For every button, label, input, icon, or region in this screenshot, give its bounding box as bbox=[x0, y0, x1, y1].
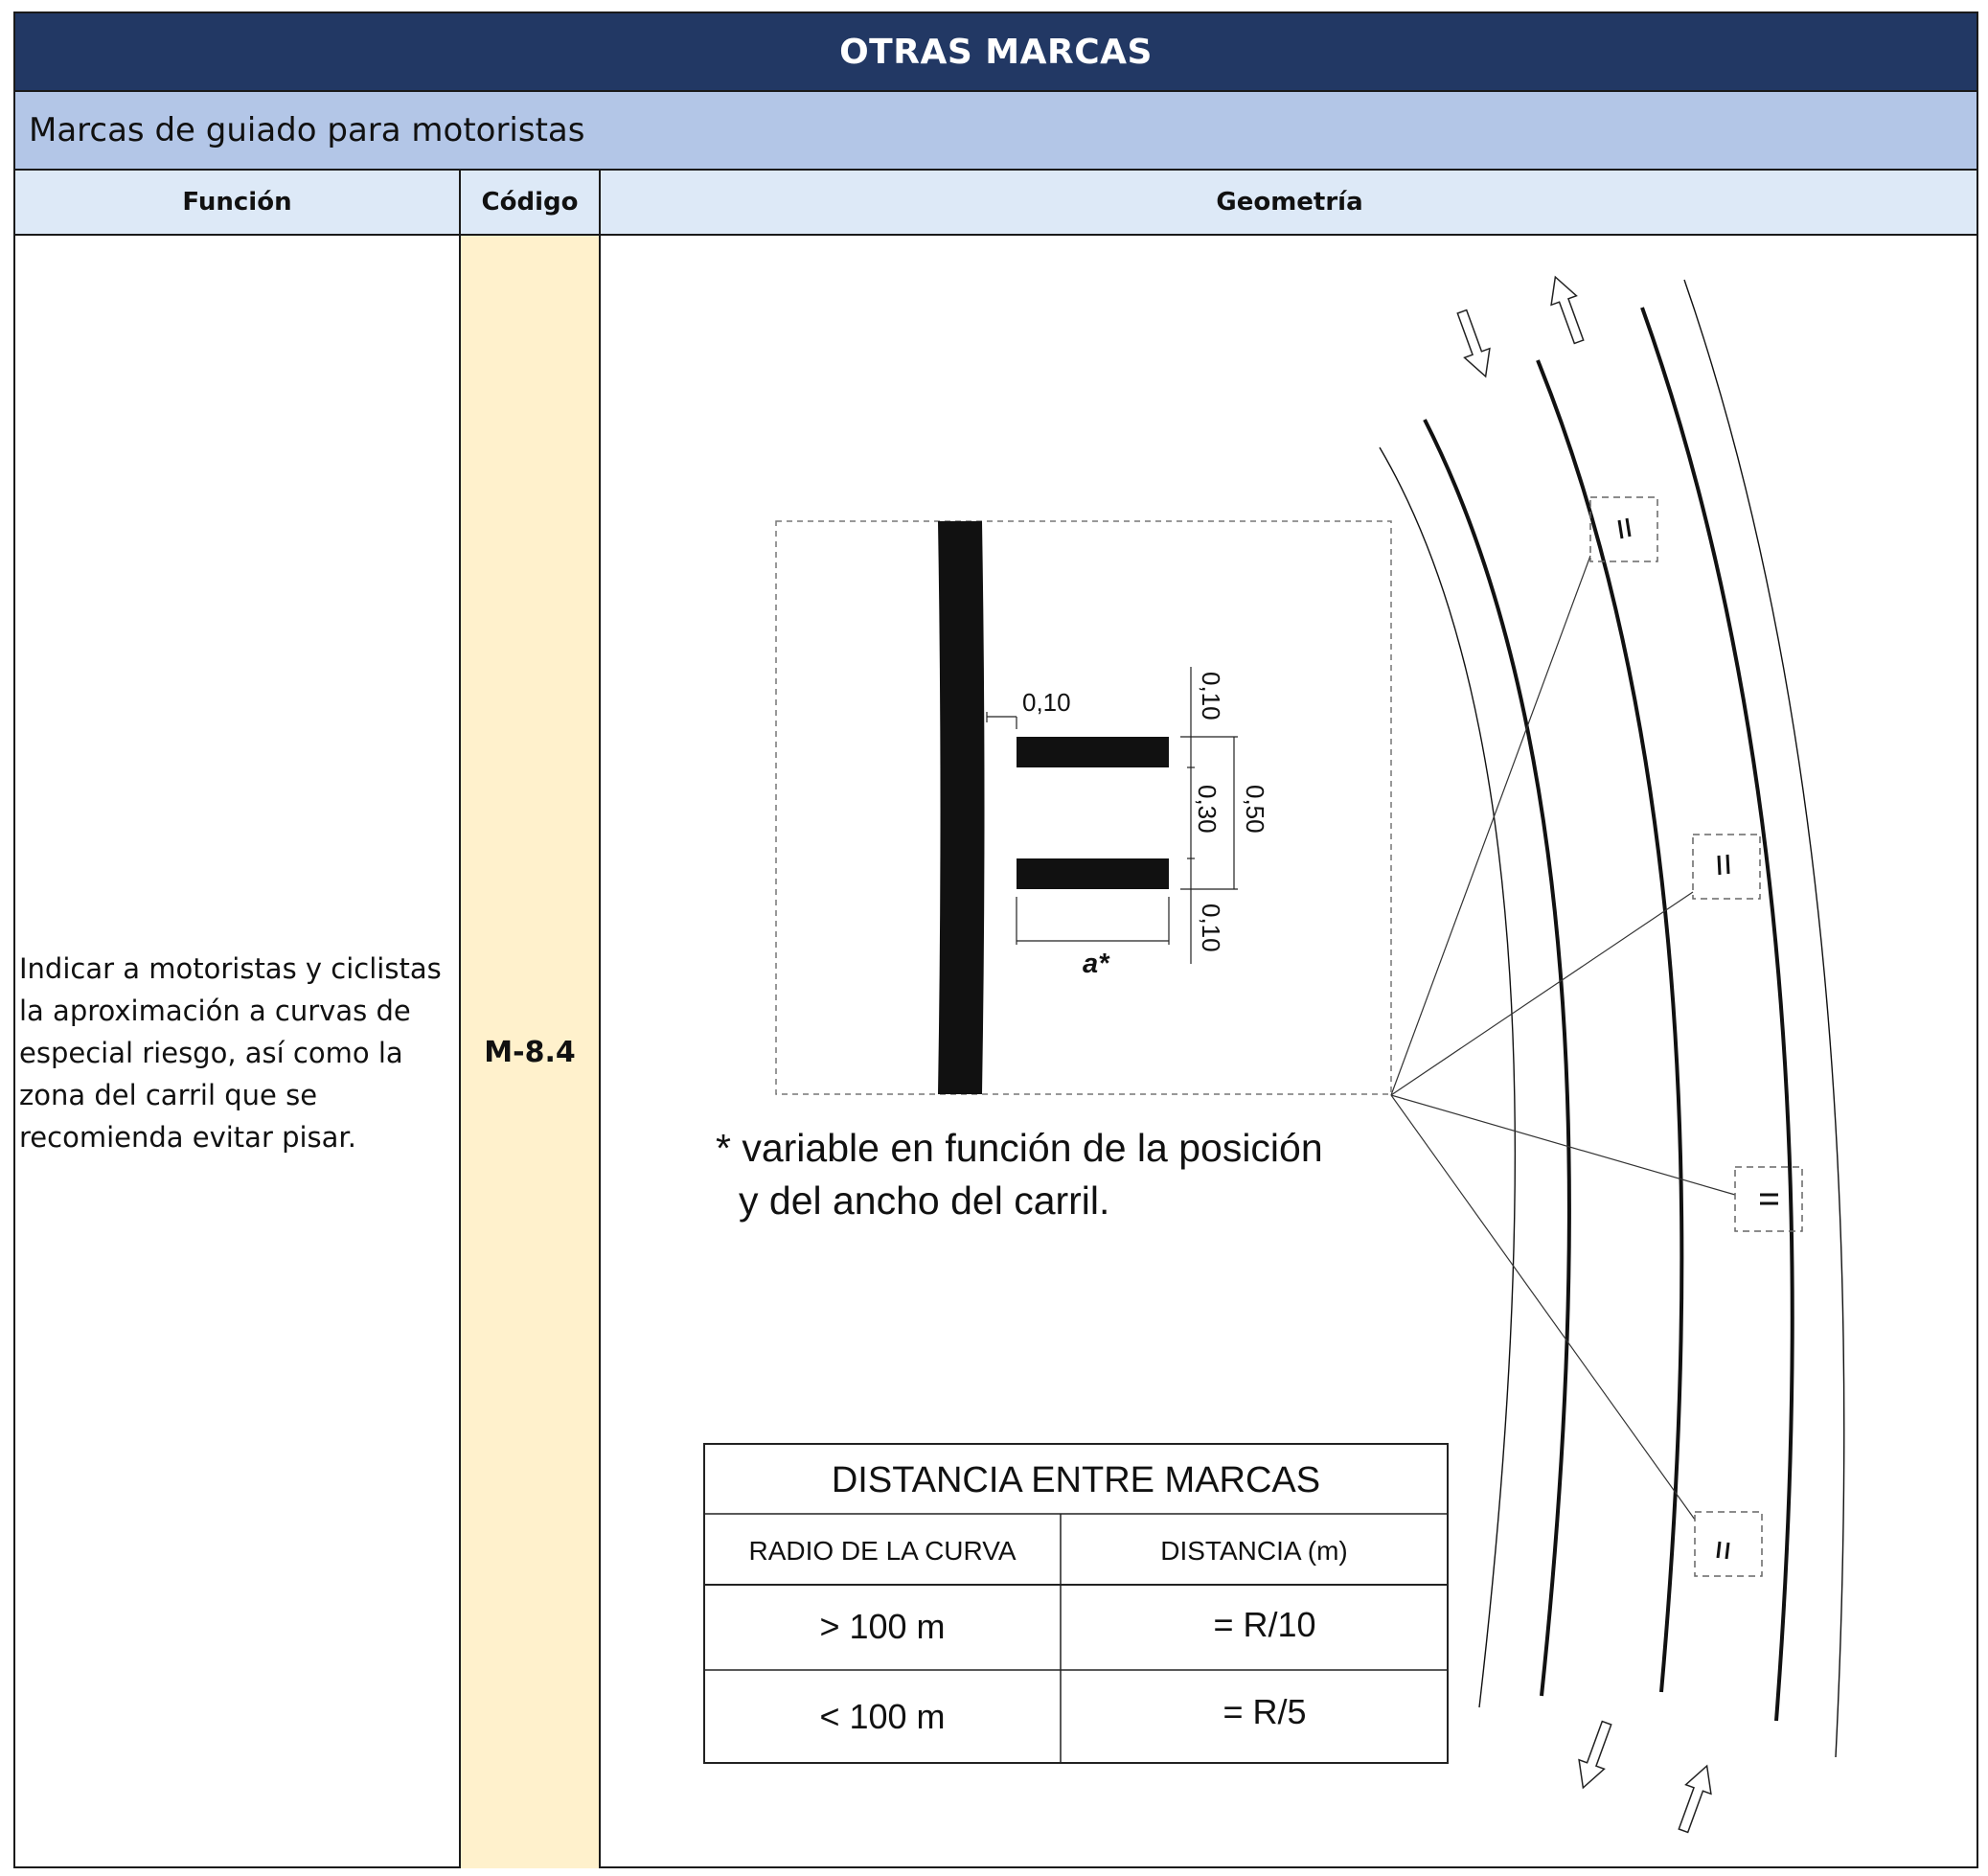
function-line: especial riesgo, así como la bbox=[19, 1037, 403, 1069]
marking-bar bbox=[1727, 855, 1728, 874]
marking-sheet bbox=[13, 11, 1978, 1868]
title-bar bbox=[15, 13, 1977, 92]
detail-box bbox=[776, 521, 1391, 1094]
function-line: zona del carril que se bbox=[19, 1079, 318, 1111]
dimension-between-label: 0,30 bbox=[1193, 785, 1222, 834]
geometry-diagram bbox=[601, 236, 1978, 1868]
arrow-up-icon bbox=[1542, 272, 1591, 346]
marking-code: M-8.4 bbox=[484, 1035, 576, 1069]
marking-bar bbox=[1726, 1543, 1728, 1559]
function-line: la aproximación a curvas de bbox=[19, 995, 411, 1027]
leader-line bbox=[1391, 556, 1590, 1095]
column-header-row bbox=[15, 171, 1977, 236]
marking-location-box bbox=[1693, 835, 1760, 899]
road-edge-line bbox=[1684, 280, 1844, 1757]
distance-table-header-radius: RADIO DE LA CURVA bbox=[748, 1536, 1017, 1566]
marking-bar bbox=[1627, 518, 1630, 537]
road-curves bbox=[1380, 280, 1844, 1757]
dimension-total-label: 0,50 bbox=[1241, 785, 1269, 834]
geometry-cell bbox=[601, 236, 1978, 1868]
dimension-top-offset-label: 0,10 bbox=[1197, 672, 1225, 721]
distance-table-radius-cell: > 100 m bbox=[819, 1607, 946, 1646]
arrow-down-icon bbox=[1450, 308, 1498, 381]
dimension-gap-label: 0,10 bbox=[1022, 688, 1071, 717]
lane-line-detail bbox=[938, 521, 985, 1094]
marking-bar bbox=[1718, 1542, 1720, 1558]
distance-table-radius-cell: < 100 m bbox=[819, 1697, 946, 1736]
distance-table-distance-cell: = R/5 bbox=[1223, 1692, 1307, 1731]
detail-drawing bbox=[776, 521, 1391, 1094]
marking-bar bbox=[1719, 856, 1720, 875]
function-line: recomienda evitar pisar. bbox=[19, 1121, 356, 1154]
page-title: OTRAS MARCAS bbox=[839, 32, 1153, 72]
guide-bar-top bbox=[1017, 737, 1169, 767]
distance-table-distance-cell: = R/10 bbox=[1213, 1605, 1316, 1644]
leader-line bbox=[1391, 892, 1693, 1095]
distance-table-title: DISTANCIA ENTRE MARCAS bbox=[831, 1460, 1321, 1500]
section-subtitle: Marcas de guiado para motoristas bbox=[29, 111, 585, 149]
function-line: Indicar a motoristas y ciclistas bbox=[19, 952, 442, 985]
guide-bar-bottom bbox=[1017, 858, 1169, 889]
marking-bar bbox=[1619, 520, 1622, 538]
distance-table-header-distance: DISTANCIA (m) bbox=[1160, 1536, 1348, 1566]
leader-line bbox=[1391, 1095, 1735, 1195]
dimension-bottom-offset-label: 0,10 bbox=[1197, 904, 1225, 952]
arrow-up-icon bbox=[1671, 1761, 1720, 1835]
direction-arrows bbox=[1450, 272, 1720, 1835]
distance-table bbox=[704, 1444, 1448, 1763]
curve-markings bbox=[1590, 497, 1802, 1576]
column-header-codigo: Código bbox=[481, 188, 579, 217]
code-cell bbox=[461, 236, 599, 1868]
lane-line bbox=[1642, 308, 1793, 1721]
function-description bbox=[19, 948, 460, 1158]
arrow-down-icon bbox=[1570, 1719, 1619, 1793]
column-header-geometria: Geometría bbox=[1216, 188, 1363, 217]
dimension-length-label: a* bbox=[1083, 949, 1109, 979]
footnote-line: y del ancho del carril. bbox=[739, 1178, 1110, 1223]
footnote-line: * variable en función de la posición bbox=[716, 1126, 1323, 1170]
column-header-funcion: Función bbox=[182, 188, 292, 217]
subtitle-bar bbox=[15, 92, 1977, 171]
